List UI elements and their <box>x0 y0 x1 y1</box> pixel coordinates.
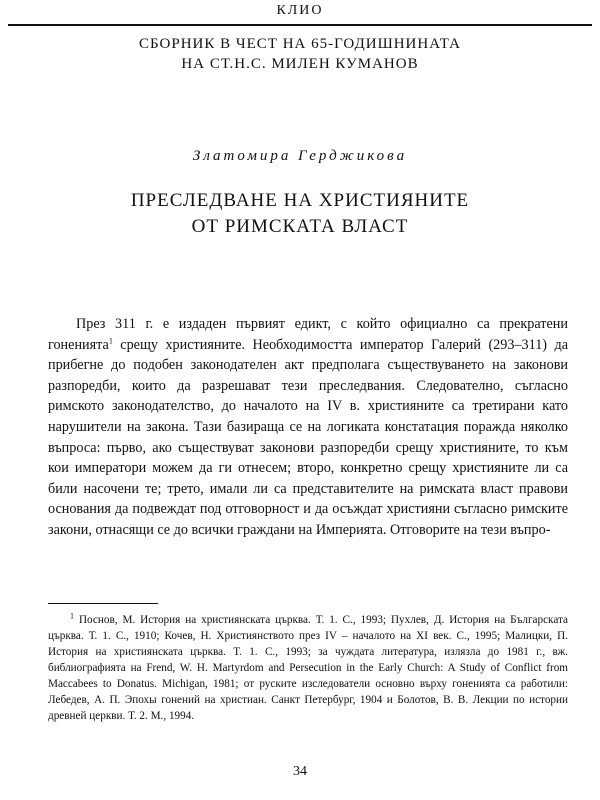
series-title-line-2: НА СТ.Н.С. МИЛЕН КУМАНОВ <box>181 56 419 72</box>
header-rule <box>8 24 592 26</box>
running-head: КЛИО <box>276 3 324 18</box>
page-number: 34 <box>293 764 307 779</box>
footnote-text: Поснов, М. История на християнската църква. Т. 1. С., 1993; Пухлев, Д. История на Българската църква. Т. 1. С., 1910; Кочев, Н. Християнството през IV – началото на XI век. С., 1995; Малицки, П. История на християнската църква. Т. 1. С., 1993; за чуждата литература, излязла до 1981 г., вж. библиографията на Frend, W. H. Martyrdom and Persecution in the Early Church: A Study of Conflict from Maccabees to Donatus. Michigan, 1981; от руските изследователи основно върху гоненията са работили: Лебедев, А. П. Эпохы гонений на христиан. Санкт Петербург, 1904 и Болотов, В. В. Лекции по истории древней церкви. Т. 2. М., 1994. <box>48 614 568 722</box>
body-text-part-2: срещу християните. Необходимостта император Галерий (293–311) да прибегне до подобен законодателен акт предполага съществуването на законови разпоредби, които да разрешават тези преследвания. Следователно, съгласно римското законодателство, до началото на IV в. християните са третирани като нарушители на закона. Тази базираща се на логиката констатация поражда няколко въпроса: първо, ако съществуват законови разпоредби срещу християните, то към кои императори можем да ги отнесем; второ, конкретно срещу християните ли са били насочени те; трето, имали ли са представителите на римската власт правови основания да подвеждат под отговорност и да осъждат християни съгласно римските закони, отнасящи се до всички граждани на Империята. Отговорите на тези въпро- <box>48 336 568 538</box>
footnote <box>48 612 568 724</box>
footnote-separator <box>48 603 158 604</box>
footnote-paragraph <box>48 612 568 724</box>
footnote-number: 1 <box>70 611 74 621</box>
body-paragraph <box>48 314 568 541</box>
article-title-line-1: ПРЕСЛЕДВАНЕ НА ХРИСТИЯНИТЕ <box>130 190 470 211</box>
body-text-part-1: През 311 г. е издаден първият едикт, с който официално са прекратени гоненията <box>48 316 568 353</box>
series-title-line-1: СБОРНИК В ЧЕСТ НА 65-ГОДИШНИНАТА <box>139 36 461 52</box>
footnote-reference[interactable]: 1 <box>108 335 113 345</box>
article-title <box>0 188 600 240</box>
article-body <box>48 314 568 541</box>
article-author: Златомира Герджикова <box>192 148 408 164</box>
article-title-line-2: ОТ РИМСКАТА ВЛАСТ <box>191 216 409 237</box>
series-title <box>0 34 600 74</box>
